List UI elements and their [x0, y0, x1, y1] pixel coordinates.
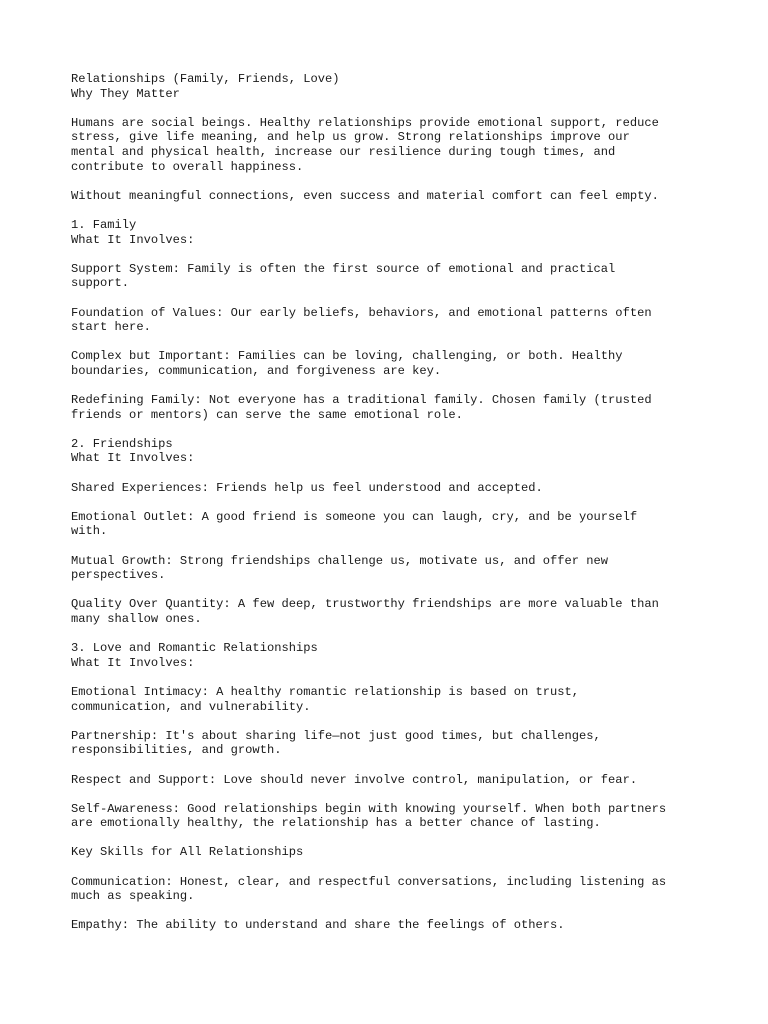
item-line: Partnership: It's about sharing life—not just good times, but challenges,	[71, 728, 601, 743]
section-subheading: What It Involves:	[71, 232, 195, 247]
list-item	[71, 393, 721, 422]
item-line: Shared Experiences: Friends help us feel understood and accepted.	[71, 480, 543, 495]
list-item	[71, 349, 721, 378]
document-page	[71, 72, 721, 933]
list-item	[71, 685, 721, 714]
section-subheading: What It Involves:	[71, 655, 195, 670]
section-heading-love: 3. Love and Romantic Relationships	[71, 641, 318, 656]
list-item	[71, 597, 721, 626]
list-item	[71, 875, 721, 904]
paragraph-line: stress, give life meaning, and help us grow. Strong relationships improve our	[71, 130, 630, 145]
item-line: many shallow ones.	[71, 611, 202, 626]
paragraph-line: mental and physical health, increase our resilience during tough times, and	[71, 144, 616, 159]
list-item	[71, 481, 721, 496]
item-line: Mutual Growth: Strong friendships challenge us, motivate us, and offer new	[71, 553, 609, 568]
item-line: Self-Awareness: Good relationships begin with knowing yourself. When both partners	[71, 801, 667, 816]
item-line: perspectives.	[71, 568, 166, 583]
list-item	[71, 773, 721, 788]
list-item	[71, 262, 721, 291]
section-heading-family: 1. Family	[71, 217, 137, 232]
item-line: support.	[71, 276, 130, 291]
intro-paragraph-2: Without meaningful connections, even success and material comfort can feel empty.	[71, 188, 659, 203]
section-heading-skills: Key Skills for All Relationships	[71, 845, 304, 860]
document-title: Relationships (Family, Friends, Love)	[71, 72, 340, 86]
item-line: with.	[71, 524, 108, 539]
list-item	[71, 510, 721, 539]
item-line: much as speaking.	[71, 889, 195, 904]
item-line: Redefining Family: Not everyone has a traditional family. Chosen family (trusted	[71, 393, 652, 408]
item-line: Complex but Important: Families can be loving, challenging, or both. Healthy	[71, 349, 623, 364]
intro-heading: Why They Matter	[71, 86, 180, 101]
item-line: Quality Over Quantity: A few deep, trustworthy friendships are more valuable than	[71, 597, 659, 612]
paragraph-line: Humans are social beings. Healthy relationships provide emotional support, reduce	[71, 115, 659, 130]
list-item	[71, 918, 721, 933]
item-line: friends or mentors) can serve the same emotional role.	[71, 407, 463, 422]
section-subheading: What It Involves:	[71, 451, 195, 466]
paragraph-line: contribute to overall happiness.	[71, 159, 304, 174]
item-line: start here.	[71, 320, 151, 335]
item-line: Empathy: The ability to understand and share the feelings of others.	[71, 918, 565, 933]
item-line: Emotional Outlet: A good friend is someone you can laugh, cry, and be yourself	[71, 509, 638, 524]
list-item	[71, 729, 721, 758]
intro-paragraph	[71, 116, 721, 174]
item-line: communication, and vulnerability.	[71, 699, 311, 714]
list-item	[71, 306, 721, 335]
item-line: Respect and Support: Love should never involve control, manipulation, or fear.	[71, 772, 638, 787]
list-item	[71, 554, 721, 583]
item-line: Communication: Honest, clear, and respectful conversations, including listening as	[71, 874, 667, 889]
section-heading-friendships: 2. Friendships	[71, 436, 173, 451]
item-line: Foundation of Values: Our early beliefs, behaviors, and emotional patterns often	[71, 305, 652, 320]
item-line: are emotionally healthy, the relationship has a better chance of lasting.	[71, 816, 601, 831]
item-line: responsibilities, and growth.	[71, 743, 282, 758]
item-line: boundaries, communication, and forgiveness are key.	[71, 363, 442, 378]
item-line: Support System: Family is often the first source of emotional and practical	[71, 261, 616, 276]
list-item	[71, 802, 721, 831]
item-line: Emotional Intimacy: A healthy romantic relationship is based on trust,	[71, 684, 580, 699]
